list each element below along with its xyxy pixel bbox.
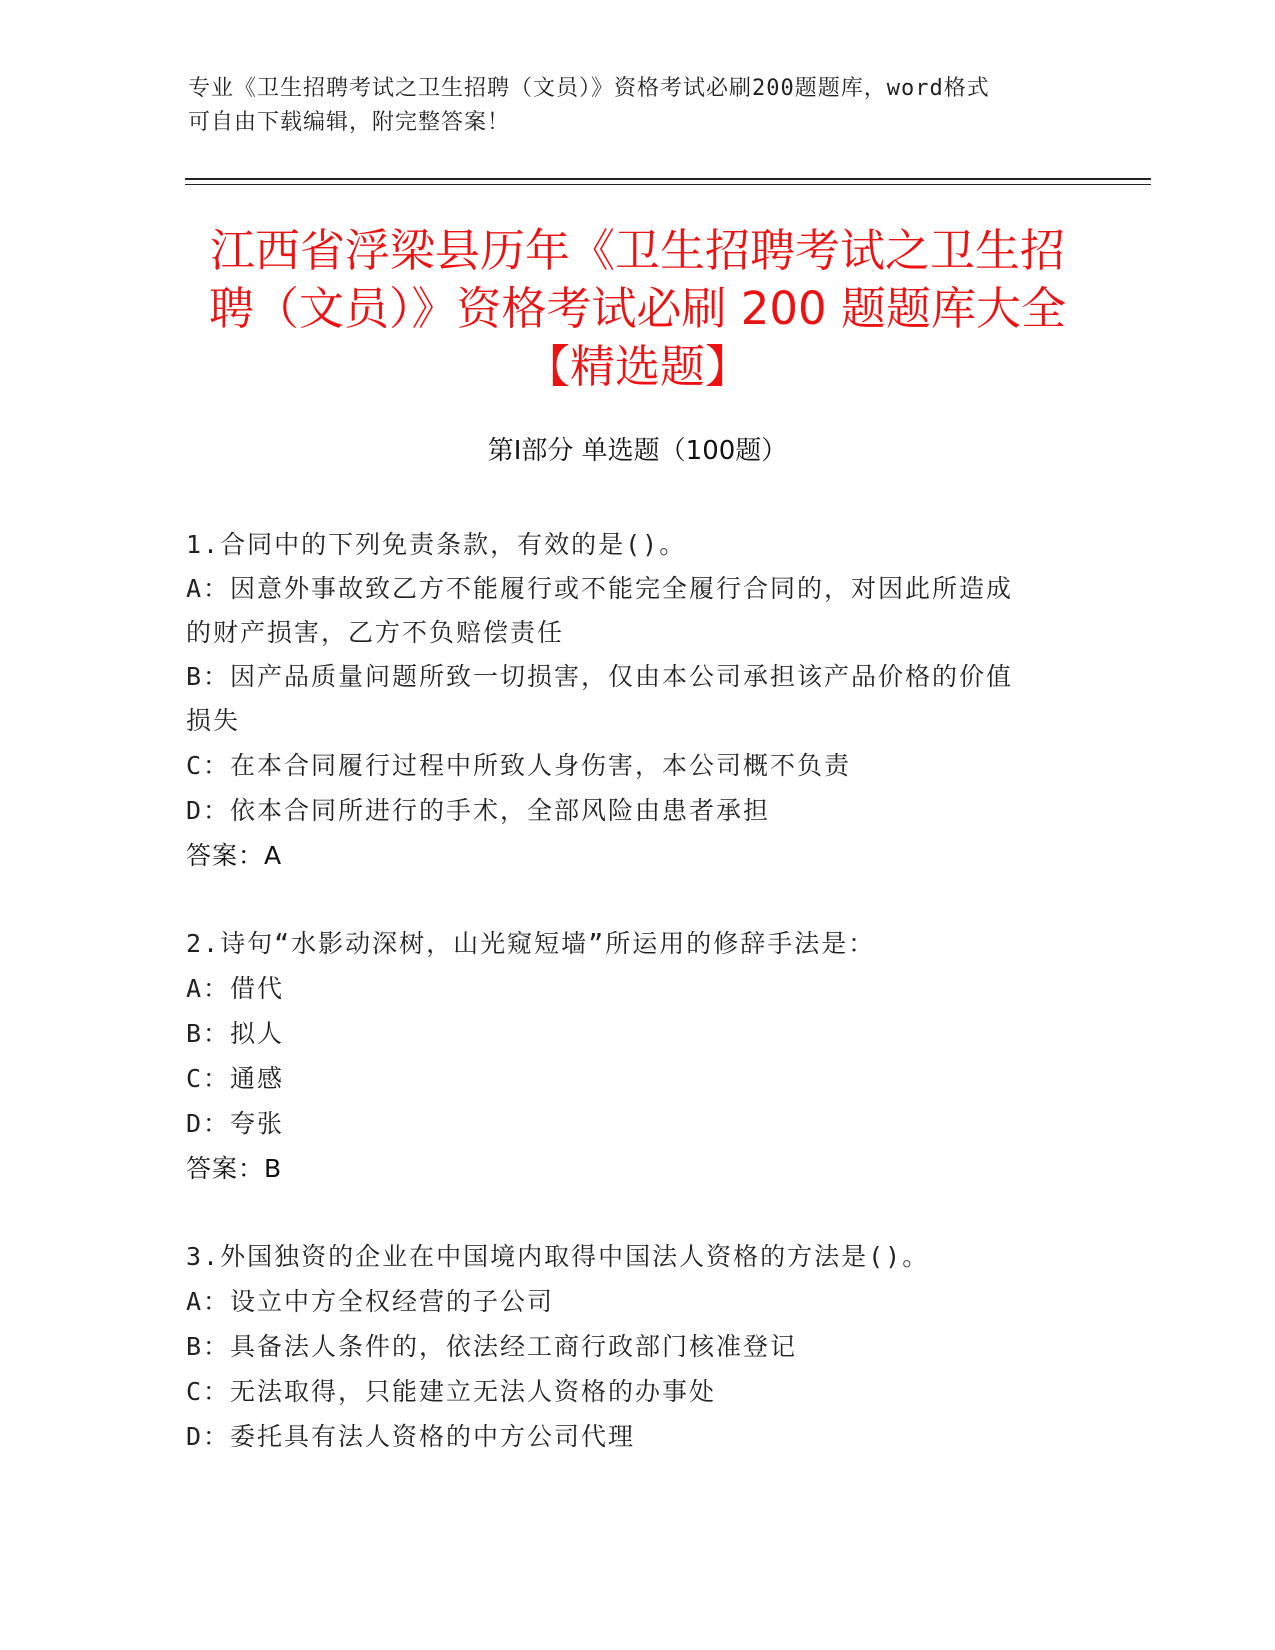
option-a: A：借代 — [186, 974, 285, 1003]
title-line: 【精选题】 — [524, 340, 750, 393]
option-c: C：无法取得，只能建立无法人资格的办事处 — [186, 1377, 717, 1406]
answer: 答案：B — [186, 1154, 283, 1183]
option-a: A：因意外事故致乙方不能履行或不能完全履行合同的，对因此所造成 — [186, 574, 1014, 603]
option-b: B：拟人 — [186, 1019, 285, 1048]
answer: 答案：A — [186, 841, 283, 870]
option-b-continued: 损失 — [186, 706, 241, 735]
question-stem: 2.诗句“水影动深树，山光窥短墙”所运用的修辞手法是： — [186, 929, 876, 958]
header-rule — [185, 178, 1151, 180]
option-a: A：设立中方全权经营的子公司 — [186, 1287, 555, 1316]
question-1 — [186, 522, 1086, 878]
title-line: 聘（文员）》资格考试必刷 200 题题库大全 — [208, 282, 1066, 335]
option-c: C：通感 — [186, 1064, 285, 1093]
question-2 — [186, 921, 1086, 1191]
question-3 — [186, 1234, 1086, 1459]
option-d: D：依本合同所进行的手术，全部风险由患者承担 — [186, 796, 771, 825]
option-b: B：具备法人条件的，依法经工商行政部门核准登记 — [186, 1332, 798, 1361]
option-c: C：在本合同履行过程中所致人身伤害，本公司概不负责 — [186, 751, 852, 780]
question-list — [186, 522, 1086, 1502]
header-note — [188, 72, 1068, 140]
title-line: 江西省浮梁县历年《卫生招聘考试之卫生招 — [209, 224, 1065, 277]
option-a-continued: 的财产损害，乙方不负赔偿责任 — [186, 618, 565, 647]
document-title — [150, 222, 1125, 396]
header-note-line: 专业《卫生招聘考试之卫生招聘（文员）》资格考试必刷200题题库，word格式 — [188, 76, 990, 101]
question-stem: 1.合同中的下列免责条款，有效的是()。 — [186, 530, 687, 559]
header-rule-thin — [185, 184, 1151, 185]
option-d: D：委托具有法人资格的中方公司代理 — [186, 1422, 636, 1451]
section-heading: 第Ⅰ部分 单选题（100题） — [487, 436, 788, 466]
option-d: D：夸张 — [186, 1109, 285, 1138]
option-b: B：因产品质量问题所致一切损害，仅由本公司承担该产品价格的价值 — [186, 662, 1014, 691]
header-note-line: 可自由下载编辑，附完整答案！ — [188, 110, 511, 135]
question-stem: 3.外国独资的企业在中国境内取得中国法人资格的方法是()。 — [186, 1242, 930, 1271]
